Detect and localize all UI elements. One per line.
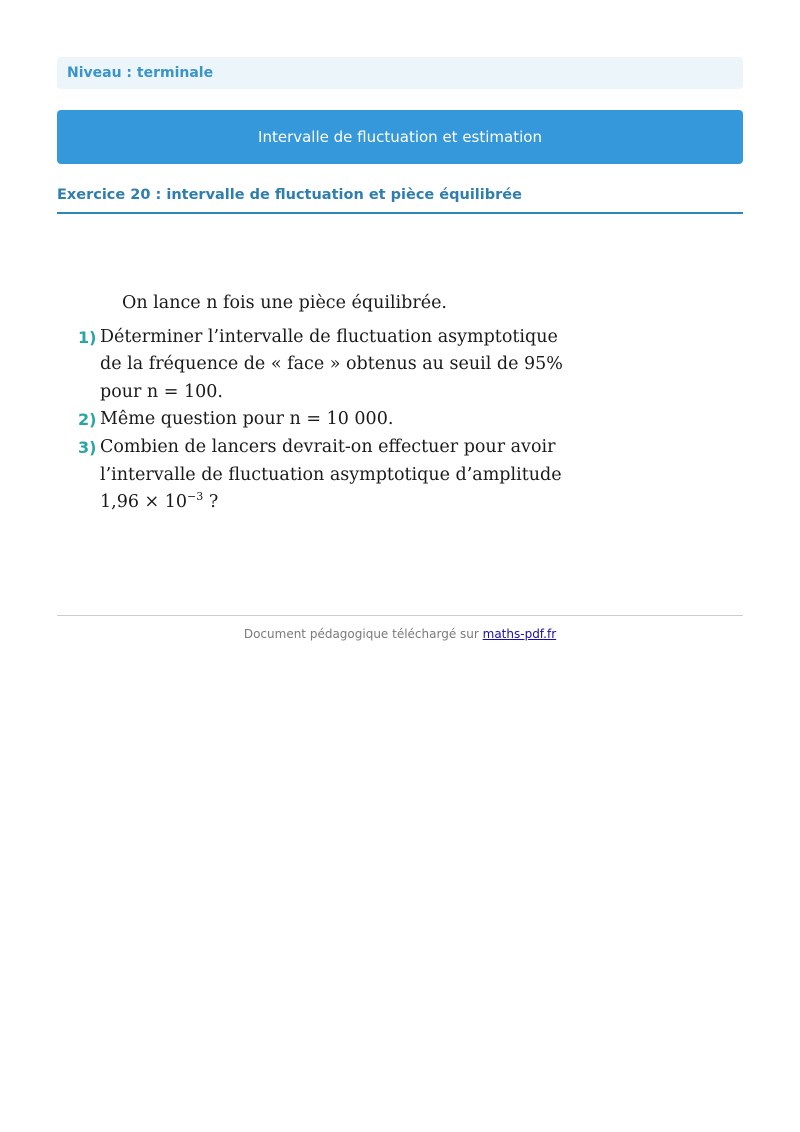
- question-line: Combien de lancers devrait-on effectuer pour avoir: [100, 436, 556, 457]
- level-banner: [57, 57, 743, 89]
- exercise-statement: [78, 290, 563, 517]
- question-1: [78, 324, 563, 407]
- question-2: [78, 406, 538, 434]
- footer-text: Document pédagogique téléchargé sur: [243, 627, 483, 641]
- question-line: Déterminer l’intervalle de fluctuation asymptotique: [100, 326, 558, 347]
- question-line: pour n = 100.: [100, 381, 223, 402]
- footer: [57, 627, 743, 641]
- level-label: Niveau : terminale: [67, 65, 214, 81]
- exercise-intro: On lance n fois une pièce équilibrée.: [122, 293, 447, 313]
- question-number: 2): [78, 410, 97, 430]
- amplitude-exponent: −3: [187, 490, 204, 504]
- amplitude-base: 1,96 × 10: [100, 492, 188, 513]
- question-number: 1): [78, 327, 97, 347]
- chapter-title: Intervalle de fluctuation et estimation: [258, 128, 542, 146]
- question-number: 3): [78, 437, 97, 457]
- question-line: Même question pour n = 10 000.: [100, 409, 394, 430]
- footer-site-link[interactable]: maths-pdf.fr: [482, 627, 557, 641]
- chapter-title-banner: [57, 110, 743, 164]
- question-line: l’intervalle de fluctuation asymptotique d’amplitude: [100, 464, 562, 485]
- footer-divider: [57, 615, 743, 616]
- question-line-amplitude: [100, 489, 562, 517]
- question-line: de la fréquence de « face » obtenus au seuil de 95%: [100, 354, 563, 375]
- amplitude-end: ?: [203, 492, 219, 513]
- question-3: [78, 434, 562, 517]
- exercise-heading: Exercice 20 : intervalle de fluctuation et pièce équilibrée: [57, 186, 743, 214]
